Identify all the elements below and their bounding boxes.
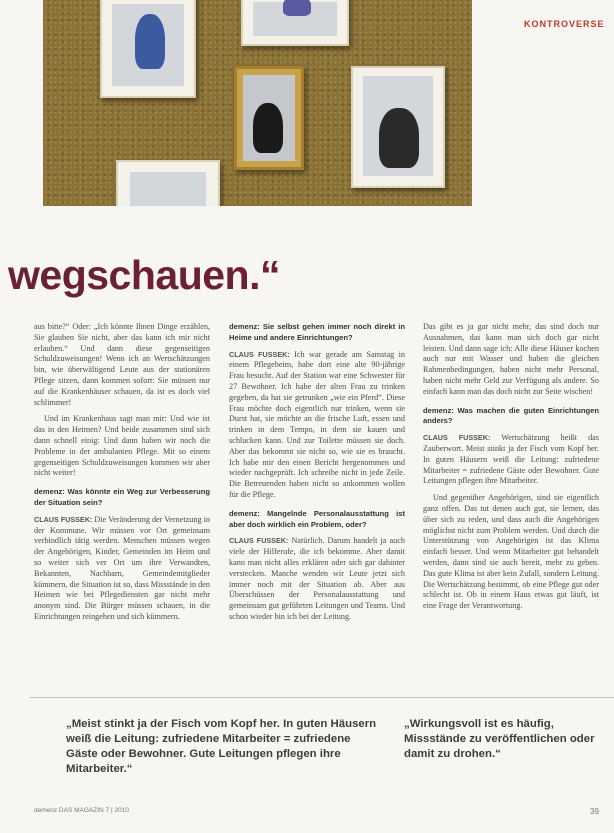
paragraph: Und gegenüber Angehörigen, sind sie eigentlich ganz offen. Das tut denen auch gut, sie lernen, das über sich zu reden, und dass auch die Angehörigen möglichst nicht zum Problem werden. Und durch die Unterstützung von Angehörigen ist das Klima einfach besser. Und wenn Mitarbeiter gut behandelt werden, dann sind sie auch bereit, mehr zu geben. Das gute Klima ist aber kein Zufall, sondern Leitung. Die Wertschätzung bestimmt, ob eine Pflege gut oder schlecht ist. Ob in einem Haus etwas gut läuft, ist eine Frage der Verantwortung. — [423, 493, 599, 611]
answer-text: Wertschätzung heißt das Zauberwort. Meist stinkt ja der Fisch vom Kopf her. In guten Häusern weiß die Leitung: zufriedene Mitarbeiter = zufriedene Gäste oder Bewohner. Gute Leitungen pflegen ihre Mitarbeiter. — [423, 433, 599, 486]
picture-frame — [241, 0, 349, 46]
pull-quote-left: „Meist stinkt ja der Fisch vom Kopf her. In guten Häusern weiß die Leitung: zufriedene Mitarbeiter = zufriedene Gäste oder Bewohner. Gute Leitungen pflegen ihre Mitarbeiter.“ — [66, 718, 377, 775]
article-column-1 — [34, 322, 210, 629]
paragraph: aus bitte?“ Oder: „Ich könnte Ihnen Dinge erzählen, Sie glauben Sie nicht, aber das kann ich mir nicht erlauben.“ Und dann diese gegenseitigen Schuldzuweisungen! Wenn ich an Wertschätzungen bin, wie überwältigend Leute aus der stationären Pflege sitzen, dann kommen sofort: Sie müssen nur auf die Krankenhäuser schauen, da ist es doch viel schlimmer! — [34, 322, 210, 407]
headline: wegschauen.“ — [8, 252, 280, 298]
interview-question: demenz: Was könnte ein Weg zur Verbesserung der Situation sein? — [34, 487, 210, 507]
footer-publication: demenz DAS MAGAZIN 7 | 2010 — [34, 807, 129, 814]
paragraph — [34, 515, 210, 623]
paragraph: Und im Krankenhaus sagt man mir: Und wie ist das in den Heimen? Und beide zusammen sind sich dann schnell einig: Und dann haben wir noch die Probleme in der ambulanten Pflege. Mit so einem gegenseitigen Schuldzuweisungen kommen wir aber nicht weiter! — [34, 414, 210, 478]
article-column-3 — [423, 322, 599, 618]
paragraph — [229, 536, 405, 622]
paragraph: Das gibt es ja gar nicht mehr, das sind doch nur Ausnahmen, das kann man sich doch gar nicht leisten. Und dann sage ich: Alle diese Häuser kochen auch nur mit Wasser und haben die gleichen Rahmenbedingungen, haben nicht mehr Personal, haben nicht mehr Geld zur Verfügung als andere. So einfach kann man das doch nicht zur Seite wischen! — [423, 322, 599, 396]
page-number: 39 — [590, 807, 599, 816]
interview-question: demenz: Mangelnde Personalausstattung ist aber doch wirklich ein Problem, oder? — [229, 508, 405, 529]
speaker-name: CLAUS FUSSEK: — [229, 536, 289, 546]
speaker-name: CLAUS FUSSEK: — [229, 349, 290, 359]
picture-frame — [100, 0, 196, 98]
paragraph — [423, 433, 599, 487]
pull-quote-right: „Wirkungsvoll ist es häufig, Missstände zu veröffentlichen oder damit zu drohen.“ — [404, 718, 595, 760]
section-label: KONTROVERSE — [524, 19, 605, 29]
article-column-2 — [229, 322, 405, 629]
picture-frame — [234, 66, 304, 170]
answer-text: Ich war gerade am Samstag in einem Pflegeheim, habe dort eine alte 90-jährige Frau besucht. Auf der Station war eine Schwester für 27 Bewohner. Ich habe der alten Frau zu trinken gegeben, da hat sie getrunken „wie ein Pferd“. Diese Frau möchte doch eigentlich nur trinken, wenn sie Durst hat, sie möchte an die frische Luft, essen und trinken in dem Tempo, in dem sie kauen und schlucken kann. Und zur Toilette müssen sie doch. Aber das bekommt sie nicht so, wie sie es braucht. Ich habe mir den einen Bericht hergenommen und wieder nachgeprüft. Ich schreibe nicht in jede Zeile. Die Betreuenden haben nicht so ankommen wollen für die Pflege. — [229, 349, 405, 499]
interview-question: demenz: Was machen die guten Einrichtungen anders? — [423, 405, 599, 426]
header-photo — [43, 0, 472, 206]
paragraph — [229, 350, 405, 501]
answer-text: Die Veränderung der Vernetzung in der Kommune. Wir müssen vor Ort gemeinsam verbindlich tätig werden. Menschen müssen wegen der Angehörigen, Kinder, Gemeinden im Heim und so weiter sich ver Ort um ihre Verwandten, Bekannten, Nachbarn, Gemeindemitglieder kümmern, die Situation ist so, dass Missstände in den Heimen wie bei Pflegediensten gar nicht mehr anonym sind. Die Bürger müssen schauen, in die Einrichtungen reingehen und sich kümmern. — [34, 514, 211, 621]
picture-frame — [116, 160, 220, 206]
speaker-name: CLAUS FUSSEK: — [423, 433, 491, 443]
speaker-name: CLAUS FUSSEK: — [34, 514, 93, 524]
answer-text: Natürlich. Darum handelt ja auch viele der Hilferufe, die ich bekomme. Aber damit kann man nicht alles erklären oder sich gar dahinter verstecken. Manche wenden wir Leute jetzt sich immer noch mit der Situation ab. Aber aus Überschüssen der Personalausstattung und gemeinsam gut geführten Leitungen und Teams. Und schon wieder bin ich bei der Leitung. — [229, 536, 405, 621]
interview-question: demenz: Sie selbst gehen immer noch direkt in Heime und andere Einrichtungen? — [229, 322, 405, 342]
picture-frame — [351, 66, 445, 188]
divider — [30, 697, 614, 698]
